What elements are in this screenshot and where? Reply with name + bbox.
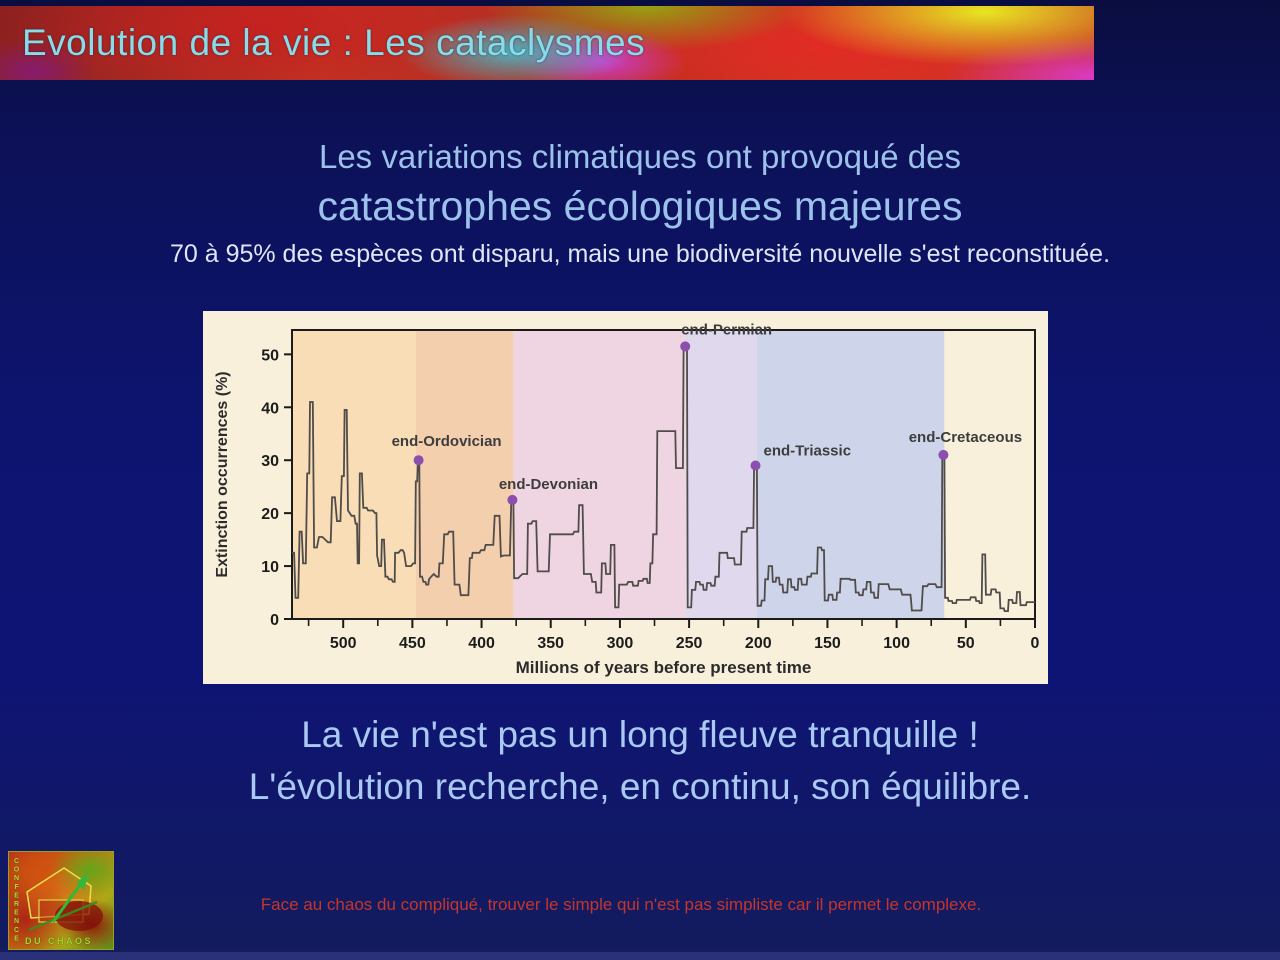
y-axis-title: Extinction occurrences (%) [214, 371, 231, 578]
event-label: end-Ordovician [391, 433, 502, 451]
x-axis [309, 619, 1040, 677]
chart-svg [203, 311, 1048, 684]
conclusion-line-2: L'évolution recherche, en continu, son équilibre. [248, 766, 1032, 807]
svg-text:200: 200 [744, 635, 772, 652]
svg-text:250: 250 [675, 635, 703, 652]
title-banner [0, 6, 1094, 80]
svg-text:450: 450 [399, 635, 426, 652]
intro-line-2: catastrophes écologiques majeures [317, 183, 963, 229]
event-marker-dot [751, 461, 761, 471]
svg-text:350: 350 [537, 635, 565, 652]
y-axis [214, 347, 292, 629]
bottom-strip [0, 952, 1280, 960]
intro-line-1: Les variations climatiques ont provoqué des [318, 138, 962, 175]
event-marker-dot [680, 341, 690, 351]
conclusion-line-1: La vie n'est pas un long fleuve tranquille ! [301, 714, 979, 755]
slide-title: Evolution de la vie : Les cataclysmes [22, 22, 646, 63]
event-label: end-Cretaceous [908, 428, 1023, 446]
era-bands [292, 330, 1035, 619]
svg-text:20: 20 [261, 506, 279, 524]
event-label: end-Triassic [763, 442, 852, 460]
intro-line-3: 70 à 95% des espèces ont disparu, mais une biodiversité nouvelle s'est reconstituée. [169, 240, 1111, 268]
event-marker-dot [507, 495, 517, 505]
event-label: end-Devonian [498, 475, 599, 493]
conference-du-chaos-logo [8, 851, 114, 950]
event-marker-dot [414, 455, 424, 465]
logo-bottom-text: DU CHAOS [25, 936, 94, 946]
logo-vertical-text: CONFERENCE [13, 858, 20, 944]
svg-text:50: 50 [956, 635, 975, 652]
svg-text:500: 500 [329, 635, 357, 652]
svg-text:150: 150 [814, 635, 841, 652]
svg-text:0: 0 [1030, 635, 1040, 652]
extinction-chart [203, 311, 1048, 684]
event-marker-dot [938, 450, 948, 460]
svg-text:0: 0 [270, 612, 279, 629]
footer-quote: Face au chaos du compliqué, trouver le simple qui n'est pas simpliste car il permet le complexe. [260, 895, 982, 914]
svg-text:10: 10 [261, 559, 279, 577]
event-label: end-Permian [681, 321, 773, 339]
svg-text:100: 100 [883, 635, 910, 652]
x-axis-title: Millions of years before present time [515, 658, 812, 677]
logo-graphic [9, 852, 113, 949]
svg-text:40: 40 [261, 400, 279, 418]
svg-text:400: 400 [468, 635, 495, 652]
svg-text:30: 30 [261, 453, 279, 471]
svg-text:50: 50 [261, 347, 279, 365]
svg-text:300: 300 [606, 635, 634, 652]
